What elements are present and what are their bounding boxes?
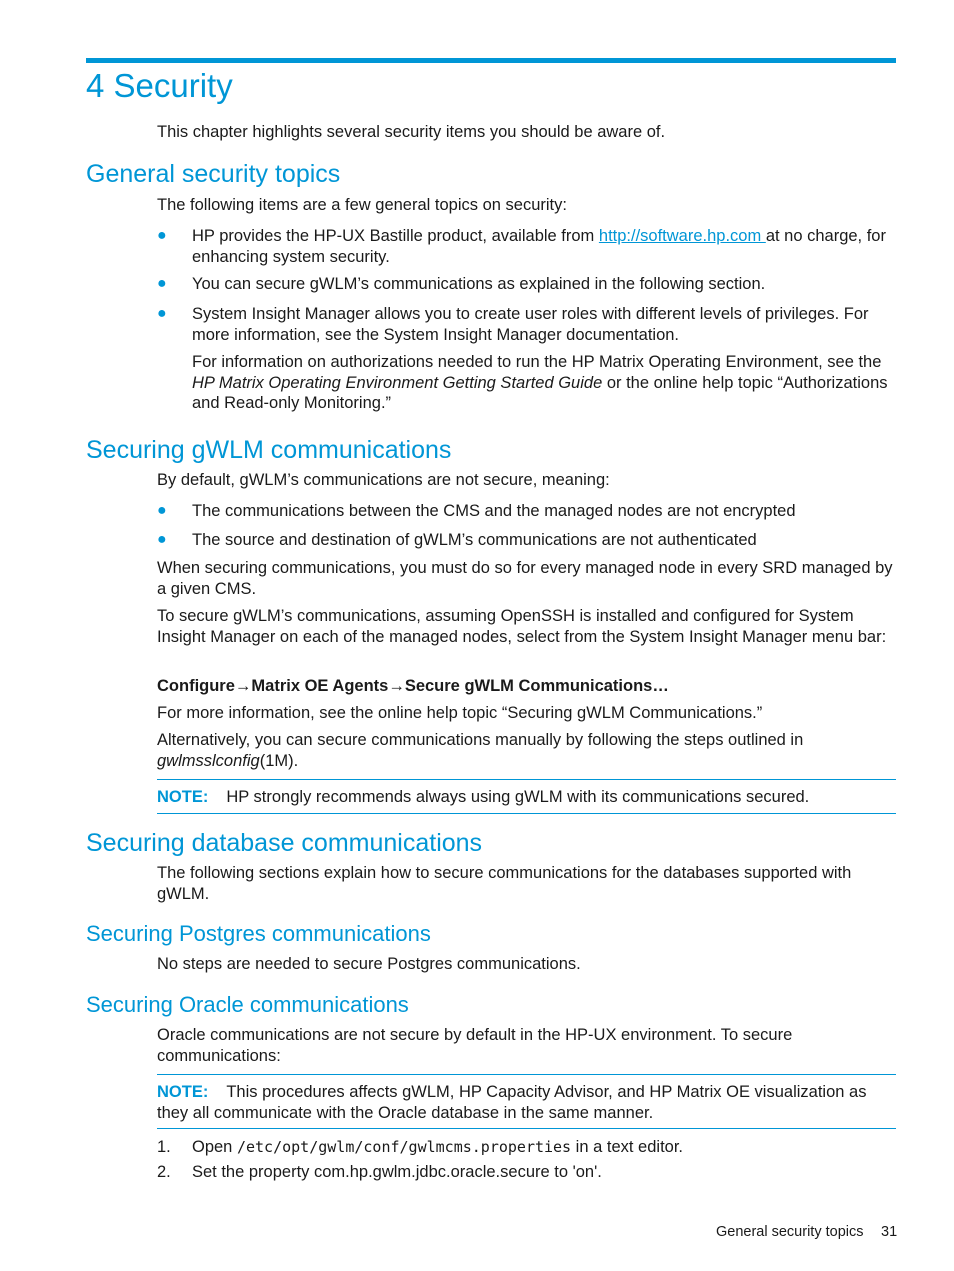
gwlm-para-2: To secure gWLM’s communications, assuming OpenSSH is installed and configured for System Insight Manager on each of the managed nodes, select from the System Insight Manager menu bar: — [157, 607, 887, 646]
bullet-icon: ● — [157, 275, 167, 292]
note-box — [157, 1074, 896, 1129]
list-item-text: The source and destination of gWLM’s communications are not authenticated — [192, 531, 757, 549]
note-text: This procedures affects gWLM, HP Capacity Advisor, and HP Matrix OE visualization as they all communicate with the Oracle database in the same manner. — [157, 1083, 867, 1122]
heading-securing-database: Securing database communications — [86, 829, 483, 857]
list-item-text: You can secure gWLM’s communications as explained in the following section. — [192, 275, 766, 293]
step-number: 1. — [157, 1138, 171, 1156]
list-item-text: For information on authorizations needed to run the HP Matrix Operating Environment, see the HP Matrix Operating Environment Getting Started Guide or the online help topic “Authorizations and Read-only Monitoring.” — [192, 353, 888, 412]
general-intro: The following items are a few general topics on security: — [157, 196, 567, 214]
guide-title: HP Matrix Operating Environment Getting Started Guide — [192, 373, 603, 392]
note-label: NOTE: — [157, 788, 209, 806]
page-number: 31 — [881, 1224, 898, 1240]
manpage-ref: gwlmsslconfig — [157, 751, 260, 770]
step-number: 2. — [157, 1163, 171, 1181]
gwlm-intro: By default, gWLM’s communications are not secure, meaning: — [157, 471, 610, 489]
bullet-icon: ● — [157, 305, 167, 322]
oracle-intro: Oracle communications are not secure by default in the HP-UX environment. To secure communications: — [157, 1026, 793, 1065]
gwlm-para-1: When securing communications, you must do so for every managed node in every SRD managed by a given CMS. — [157, 559, 893, 598]
list-item-text: The communications between the CMS and the managed nodes are not encrypted — [192, 502, 796, 520]
menu-path: Configure→Matrix OE Agents→Secure gWLM Communications… — [157, 677, 669, 695]
software-hp-link[interactable]: http://software.hp.com — [598, 227, 766, 245]
top-rule — [86, 58, 896, 63]
note-box — [157, 779, 896, 814]
list-item-text: System Insight Manager allows you to create user roles with different levels of privileges. For more information, see the System Insight Manager documentation. — [192, 305, 869, 344]
gwlm-para-3: For more information, see the online help topic “Securing gWLM Communications.” — [157, 704, 763, 722]
bullet-icon: ● — [157, 531, 167, 548]
file-path: /etc/opt/gwlm/conf/gwlmcms.properties — [236, 1138, 572, 1156]
gwlm-para-4: Alternatively, you can secure communications manually by following the steps outlined in gwlmsslconfig(1M). — [157, 731, 804, 770]
list-item-text: Open /etc/opt/gwlm/conf/gwlmcms.properties in a text editor. — [192, 1138, 683, 1156]
note-label: NOTE: — [157, 1083, 209, 1101]
note-text: HP strongly recommends always using gWLM with its communications secured. — [226, 788, 810, 806]
bullet-icon: ● — [157, 502, 167, 519]
bullet-icon: ● — [157, 227, 167, 244]
postgres-text: No steps are needed to secure Postgres communications. — [157, 955, 581, 973]
list-item-text: HP provides the HP-UX Bastille product, available from http://software.hp.com at no charge, for enhancing system security. — [192, 227, 886, 266]
heading-securing-gwlm: Securing gWLM communications — [86, 436, 452, 464]
list-item-text: Set the property com.hp.gwlm.jdbc.oracle.secure to 'on'. — [192, 1163, 602, 1181]
heading-securing-oracle: Securing Oracle communications — [86, 992, 409, 1017]
database-intro: The following sections explain how to secure communications for the databases supported with gWLM. — [157, 864, 852, 903]
footer-section: General security topics — [716, 1224, 864, 1240]
heading-general-security: General security topics — [86, 160, 341, 188]
chapter-title: 4 Security — [86, 67, 233, 104]
heading-securing-postgres: Securing Postgres communications — [86, 921, 431, 946]
chapter-intro: This chapter highlights several security items you should be aware of. — [157, 123, 666, 141]
